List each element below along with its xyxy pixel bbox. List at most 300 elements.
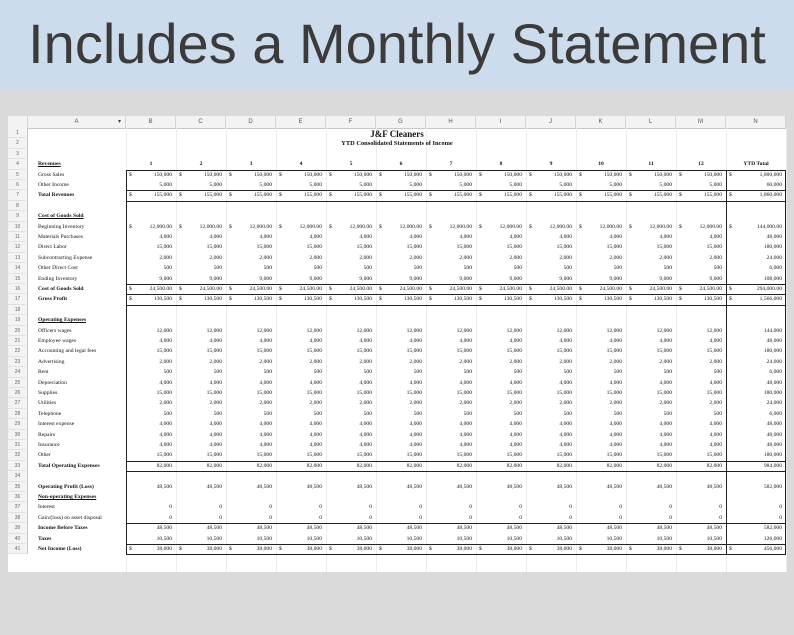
ytd-value[interactable]: 144,000.00 [756,223,782,230]
cell-value[interactable]: 12,000 [306,327,322,334]
cell-value[interactable]: 4,000 [609,431,622,438]
ytd-value[interactable]: 180,000 [763,244,782,251]
cell-value[interactable]: 15,000 [556,244,572,251]
column-header-c[interactable]: C [176,116,226,128]
cell-value[interactable]: 150,000 [203,171,222,178]
ytd-value[interactable]: 582,000 [763,525,782,532]
cell-value[interactable]: 24,500.00 [149,286,172,292]
cell-value[interactable]: 15,000 [606,452,622,459]
cell-value[interactable]: 82,000 [706,462,722,469]
cell-value[interactable]: 2,000 [559,254,572,261]
cell-value[interactable]: 4,000 [209,431,222,438]
cell-value[interactable]: 82,000 [406,462,422,469]
cell-value[interactable]: 48,500 [606,483,622,490]
cell-value[interactable]: 12,000 [456,327,472,334]
ytd-value[interactable]: 48,000 [766,421,782,428]
cell-value[interactable]: 150,000 [553,171,572,178]
ytd-value[interactable]: 24,000 [766,254,782,261]
cell-value[interactable]: 15,000 [706,390,722,396]
cell-value[interactable]: 48,500 [156,483,172,490]
cell-value[interactable]: 12,000.00 [249,223,272,230]
cell-value[interactable]: 500 [413,265,422,272]
cell-value[interactable]: 150,000 [403,171,422,178]
cell-value[interactable]: 5,000 [259,182,272,188]
row-number-11[interactable]: 11 [8,232,28,242]
spreadsheet[interactable] [8,116,786,572]
cell-value[interactable]: 4,000 [459,338,472,344]
cell-value[interactable]: 10,500 [506,535,522,542]
cell-value[interactable]: 5,000 [509,182,522,188]
cell-value[interactable]: 12,000 [706,327,722,334]
cell-value[interactable]: 2,000 [609,358,622,365]
cell-value[interactable]: 2,000 [359,254,372,261]
row-number-28[interactable]: 28 [8,409,28,419]
cell-value[interactable]: 155,000 [153,192,172,199]
row-number-31[interactable]: 31 [8,440,28,450]
cell-value[interactable]: 155,000 [703,192,722,199]
cell-value[interactable]: 12,000.00 [449,223,472,230]
cell-value[interactable]: 500 [513,369,522,376]
cell-value[interactable]: 4,000 [709,421,722,428]
cell-value[interactable]: 150,000 [653,171,672,178]
cell-value[interactable]: 4,000 [259,234,272,240]
cell-value[interactable]: 10,500 [656,535,672,542]
ytd-value[interactable]: 984,000 [763,462,782,469]
ytd-value[interactable]: 582,000 [763,483,782,490]
cell-value[interactable]: 10,500 [706,535,722,542]
cell-value[interactable]: 48,500 [506,483,522,490]
cell-value[interactable]: 48,500 [706,525,722,532]
cell-value[interactable]: 15,000 [356,452,372,459]
cell-value[interactable]: 500 [463,410,472,417]
ytd-value[interactable]: 108,000 [763,275,782,282]
cell-value[interactable]: 15,000 [356,244,372,251]
cell-value[interactable]: 15,000 [706,348,722,355]
cell-value[interactable]: 82,000 [256,462,272,469]
cell-value[interactable]: 82,000 [656,462,672,469]
cell-value[interactable]: 38,000 [456,546,472,552]
cell-value[interactable]: 48,500 [356,483,372,490]
row-number-2[interactable]: 2 [8,138,28,148]
cell-value[interactable]: 5,000 [559,182,572,188]
cell-value[interactable]: 500 [263,410,272,417]
cell-value[interactable]: 24,500.00 [699,286,722,292]
column-header-b[interactable]: B [126,116,176,128]
cell-value[interactable]: 500 [713,369,722,376]
cell-value[interactable]: 4,000 [309,379,322,386]
cell-value[interactable]: 4,000 [509,379,522,386]
cell-value[interactable]: 4,000 [559,338,572,344]
cell-value[interactable]: 12,000 [206,327,222,334]
cell-value[interactable]: 500 [563,410,572,417]
cell-value[interactable]: 38,000 [706,546,722,552]
row-number-29[interactable]: 29 [8,419,28,429]
cell-value[interactable]: 2,000 [209,358,222,365]
cell-value[interactable]: 24,500.00 [599,286,622,292]
row-number-1[interactable]: 1 [8,128,28,138]
cell-value[interactable]: 500 [663,265,672,272]
cell-value[interactable]: 4,000 [559,379,572,386]
cell-value[interactable]: 15,000 [606,390,622,396]
row-number-26[interactable]: 26 [8,388,28,398]
cell-value[interactable]: 4,000 [659,442,672,448]
cell-value[interactable]: 38,000 [256,546,272,552]
cell-value[interactable]: 2,000 [259,358,272,365]
row-number-18[interactable]: 18 [8,305,28,315]
cell-value[interactable]: 15,000 [456,452,472,459]
ytd-value[interactable]: 6,000 [769,410,782,417]
row-number-14[interactable]: 14 [8,263,28,273]
cell-value[interactable]: 12,000.00 [149,223,172,230]
cell-value[interactable]: 500 [263,369,272,376]
cell-value[interactable]: 4,000 [659,431,672,438]
cell-value[interactable]: 130,500 [453,296,472,303]
row-number-20[interactable]: 20 [8,326,28,336]
cell-value[interactable]: 48,500 [456,525,472,532]
cell-value[interactable]: 4,000 [309,431,322,438]
cell-value[interactable]: 15,000 [356,390,372,396]
cell-value[interactable]: 15,000 [506,244,522,251]
row-number-10[interactable]: 10 [8,222,28,232]
cell-value[interactable]: 5,000 [459,182,472,188]
cell-value[interactable]: 2,000 [309,358,322,365]
cell-value[interactable]: 15,000 [256,390,272,396]
column-header-n[interactable]: N [726,116,786,128]
cell-value[interactable]: 4,000 [509,421,522,428]
cell-value[interactable]: 4,000 [309,234,322,240]
cell-value[interactable]: 0 [669,514,672,521]
cell-value[interactable]: 155,000 [353,192,372,199]
cell-value[interactable]: 4,000 [209,379,222,386]
cell-value[interactable]: 48,500 [406,525,422,532]
cell-value[interactable]: 2,000 [259,254,272,261]
cell-value[interactable]: 9,000 [559,275,572,282]
cell-value[interactable]: 150,000 [153,171,172,178]
cell-value[interactable]: 4,000 [559,234,572,240]
ytd-value[interactable]: 0 [779,504,782,511]
cell-value[interactable]: 500 [463,369,472,376]
cell-value[interactable]: 82,000 [606,462,622,469]
cell-value[interactable]: 150,000 [503,171,522,178]
cell-value[interactable]: 4,000 [659,338,672,344]
cell-value[interactable]: 15,000 [156,348,172,355]
ytd-value[interactable]: 1,566,000 [759,296,782,303]
cell-value[interactable]: 5,000 [709,182,722,188]
row-number-5[interactable]: 5 [8,170,28,180]
cell-value[interactable]: 9,000 [509,275,522,282]
ytd-value[interactable]: 48,000 [766,431,782,438]
cell-value[interactable]: 130,500 [153,296,172,303]
cell-value[interactable]: 2,000 [159,254,172,261]
row-number-15[interactable]: 15 [8,274,28,284]
cell-value[interactable]: 24,500.00 [199,286,222,292]
cell-value[interactable]: 5,000 [309,182,322,188]
cell-value[interactable]: 15,000 [456,348,472,355]
cell-value[interactable]: 2,000 [459,254,472,261]
cell-value[interactable]: 48,500 [656,525,672,532]
cell-value[interactable]: 0 [169,504,172,511]
cell-value[interactable]: 9,000 [709,275,722,282]
row-number-21[interactable]: 21 [8,336,28,346]
cell-value[interactable]: 2,000 [409,358,422,365]
row-number-9[interactable]: 9 [8,211,28,221]
cell-value[interactable]: 15,000 [656,348,672,355]
cell-value[interactable]: 2,000 [359,400,372,407]
cell-value[interactable]: 4,000 [659,234,672,240]
cell-value[interactable]: 500 [713,410,722,417]
cell-value[interactable]: 48,500 [556,525,572,532]
cell-value[interactable]: 12,000.00 [399,223,422,230]
cell-value[interactable]: 2,000 [659,254,672,261]
cell-value[interactable]: 2,000 [259,400,272,407]
cell-value[interactable]: 82,000 [306,462,322,469]
cell-value[interactable]: 4,000 [359,431,372,438]
cell-value[interactable]: 4,000 [209,442,222,448]
cell-value[interactable]: 4,000 [309,442,322,448]
cell-value[interactable]: 130,500 [203,296,222,303]
cell-value[interactable]: 38,000 [606,546,622,552]
ytd-value[interactable]: 24,000 [766,358,782,365]
cell-value[interactable]: 150,000 [603,171,622,178]
row-number-40[interactable]: 40 [8,534,28,544]
cell-value[interactable]: 12,000 [406,327,422,334]
cell-value[interactable]: 155,000 [253,192,272,199]
cell-value[interactable]: 2,000 [659,400,672,407]
cell-value[interactable]: 15,000 [706,244,722,251]
column-header-l[interactable]: L [626,116,676,128]
cell-value[interactable]: 4,000 [209,234,222,240]
cell-value[interactable]: 12,000.00 [549,223,572,230]
cell-value[interactable]: 48,500 [606,525,622,532]
cell-value[interactable]: 82,000 [506,462,522,469]
cell-value[interactable]: 15,000 [306,348,322,355]
row-number-3[interactable]: 3 [8,149,28,159]
cell-value[interactable]: 150,000 [353,171,372,178]
cell-value[interactable]: 155,000 [403,192,422,199]
row-number-39[interactable]: 39 [8,523,28,533]
cell-value[interactable]: 10,500 [156,535,172,542]
cell-value[interactable]: 10,500 [256,535,272,542]
cell-value[interactable]: 12,000.00 [199,223,222,230]
cell-value[interactable]: 4,000 [259,379,272,386]
cell-value[interactable]: 24,500.00 [249,286,272,292]
cell-value[interactable]: 5,000 [659,182,672,188]
cell-value[interactable]: 4,000 [209,338,222,344]
cell-value[interactable]: 150,000 [703,171,722,178]
cell-value[interactable]: 15,000 [506,348,522,355]
cell-value[interactable]: 500 [213,265,222,272]
ytd-value[interactable]: 6,000 [769,369,782,376]
row-number-34[interactable]: 34 [8,471,28,481]
cell-value[interactable]: 82,000 [556,462,572,469]
cell-value[interactable]: 15,000 [556,390,572,396]
row-number-17[interactable]: 17 [8,294,28,304]
cell-value[interactable]: 2,000 [559,400,572,407]
cell-value[interactable]: 0 [569,504,572,511]
cell-value[interactable]: 15,000 [606,348,622,355]
cell-value[interactable]: 500 [363,410,372,417]
cell-value[interactable]: 0 [269,504,272,511]
cell-value[interactable]: 130,500 [353,296,372,303]
cell-value[interactable]: 2,000 [209,400,222,407]
cell-value[interactable]: 0 [219,514,222,521]
cell-value[interactable]: 15,000 [206,390,222,396]
cell-value[interactable]: 15,000 [656,390,672,396]
cell-value[interactable]: 0 [619,514,622,521]
cell-value[interactable]: 48,500 [256,525,272,532]
cell-value[interactable]: 155,000 [203,192,222,199]
cell-value[interactable]: 15,000 [556,452,572,459]
cell-value[interactable]: 130,500 [503,296,522,303]
cell-value[interactable]: 155,000 [303,192,322,199]
cell-value[interactable]: 4,000 [709,379,722,386]
cell-value[interactable]: 24,500.00 [299,286,322,292]
cell-value[interactable]: 15,000 [156,244,172,251]
cell-value[interactable]: 130,500 [303,296,322,303]
cell-value[interactable]: 4,000 [459,442,472,448]
column-header-m[interactable]: M [676,116,726,128]
column-header-e[interactable]: E [276,116,326,128]
cell-value[interactable]: 38,000 [556,546,572,552]
cell-value[interactable]: 9,000 [609,275,622,282]
cell-value[interactable]: 12,000.00 [349,223,372,230]
cell-value[interactable]: 15,000 [406,390,422,396]
cell-value[interactable]: 12,000.00 [699,223,722,230]
cell-value[interactable]: 500 [463,265,472,272]
ytd-value[interactable]: 60,000 [766,182,782,188]
cell-value[interactable]: 4,000 [609,234,622,240]
cell-value[interactable]: 12,000.00 [599,223,622,230]
row-number-7[interactable]: 7 [8,190,28,200]
cell-value[interactable]: 48,500 [256,483,272,490]
cell-value[interactable]: 15,000 [206,452,222,459]
cell-value[interactable]: 0 [169,514,172,521]
column-header-k[interactable]: K [576,116,626,128]
cell-value[interactable]: 48,500 [706,483,722,490]
cell-value[interactable]: 4,000 [159,379,172,386]
cell-value[interactable]: 4,000 [609,442,622,448]
cell-value[interactable]: 4,000 [409,431,422,438]
cell-value[interactable]: 4,000 [709,338,722,344]
cell-value[interactable]: 48,500 [556,483,572,490]
cell-value[interactable]: 9,000 [309,275,322,282]
cell-value[interactable]: 500 [413,410,422,417]
cell-value[interactable]: 0 [469,514,472,521]
row-number-13[interactable]: 13 [8,253,28,263]
cell-value[interactable]: 15,000 [256,452,272,459]
cell-value[interactable]: 38,000 [206,546,222,552]
cell-value[interactable]: 15,000 [156,390,172,396]
row-number-36[interactable]: 36 [8,492,28,502]
cell-value[interactable]: 2,000 [409,254,422,261]
cell-value[interactable]: 24,500.00 [399,286,422,292]
cell-value[interactable]: 82,000 [156,462,172,469]
cell-value[interactable]: 38,000 [306,546,322,552]
cell-value[interactable]: 5,000 [159,182,172,188]
cell-value[interactable]: 500 [613,265,622,272]
row-number-22[interactable]: 22 [8,346,28,356]
cell-value[interactable]: 4,000 [159,338,172,344]
cell-value[interactable]: 4,000 [159,234,172,240]
ytd-value[interactable]: 294,000.00 [756,286,782,292]
ytd-value[interactable]: 48,000 [766,379,782,386]
cell-value[interactable]: 0 [219,504,222,511]
ytd-value[interactable]: 456,000 [763,546,782,552]
cell-value[interactable]: 4,000 [609,421,622,428]
cell-value[interactable]: 130,500 [553,296,572,303]
cell-value[interactable]: 150,000 [303,171,322,178]
cell-value[interactable]: 5,000 [609,182,622,188]
row-number-16[interactable]: 16 [8,284,28,294]
cell-value[interactable]: 0 [269,514,272,521]
row-number-27[interactable]: 27 [8,398,28,408]
cell-value[interactable]: 500 [613,369,622,376]
cell-value[interactable]: 9,000 [359,275,372,282]
cell-value[interactable]: 4,000 [259,431,272,438]
cell-value[interactable]: 500 [663,410,672,417]
cell-value[interactable]: 15,000 [156,452,172,459]
cell-value[interactable]: 130,500 [603,296,622,303]
cell-value[interactable]: 38,000 [356,546,372,552]
cell-value[interactable]: 2,000 [609,400,622,407]
cell-value[interactable]: 15,000 [456,390,472,396]
ytd-value[interactable]: 126,000 [763,535,782,542]
cell-value[interactable]: 4,000 [259,442,272,448]
cell-value[interactable]: 4,000 [359,234,372,240]
cell-value[interactable]: 82,000 [356,462,372,469]
cell-value[interactable]: 15,000 [306,244,322,251]
cell-value[interactable]: 500 [163,410,172,417]
cell-value[interactable]: 155,000 [553,192,572,199]
cell-value[interactable]: 130,500 [653,296,672,303]
row-number-33[interactable]: 33 [8,461,28,471]
cell-value[interactable]: 0 [319,504,322,511]
cell-value[interactable]: 24,500.00 [349,286,372,292]
cell-value[interactable]: 9,000 [459,275,472,282]
ytd-value[interactable]: 180,000 [763,348,782,355]
cell-value[interactable]: 150,000 [453,171,472,178]
row-number-19[interactable]: 19 [8,315,28,325]
cell-value[interactable]: 500 [363,265,372,272]
cell-value[interactable]: 9,000 [209,275,222,282]
cell-value[interactable]: 48,500 [206,483,222,490]
cell-value[interactable]: 48,500 [456,483,472,490]
cell-value[interactable]: 15,000 [506,390,522,396]
cell-value[interactable]: 4,000 [459,379,472,386]
cell-value[interactable]: 12,000.00 [299,223,322,230]
cell-value[interactable]: 15,000 [656,452,672,459]
cell-value[interactable]: 24,500.00 [499,286,522,292]
cell-value[interactable]: 38,000 [506,546,522,552]
cell-value[interactable]: 155,000 [453,192,472,199]
cell-value[interactable]: 15,000 [406,452,422,459]
cell-value[interactable]: 4,000 [159,421,172,428]
row-number-23[interactable]: 23 [8,357,28,367]
cell-value[interactable]: 4,000 [159,442,172,448]
cell-value[interactable]: 500 [163,369,172,376]
cell-value[interactable]: 4,000 [209,421,222,428]
cell-value[interactable]: 12,000 [606,327,622,334]
cell-value[interactable]: 4,000 [409,421,422,428]
cell-value[interactable]: 2,000 [509,254,522,261]
cell-value[interactable]: 2,000 [159,358,172,365]
cell-value[interactable]: 15,000 [456,244,472,251]
cell-value[interactable]: 2,000 [459,358,472,365]
cell-value[interactable]: 150,000 [253,171,272,178]
select-all-corner[interactable] [8,116,28,128]
cell-value[interactable]: 15,000 [256,244,272,251]
cell-value[interactable]: 4,000 [609,338,622,344]
